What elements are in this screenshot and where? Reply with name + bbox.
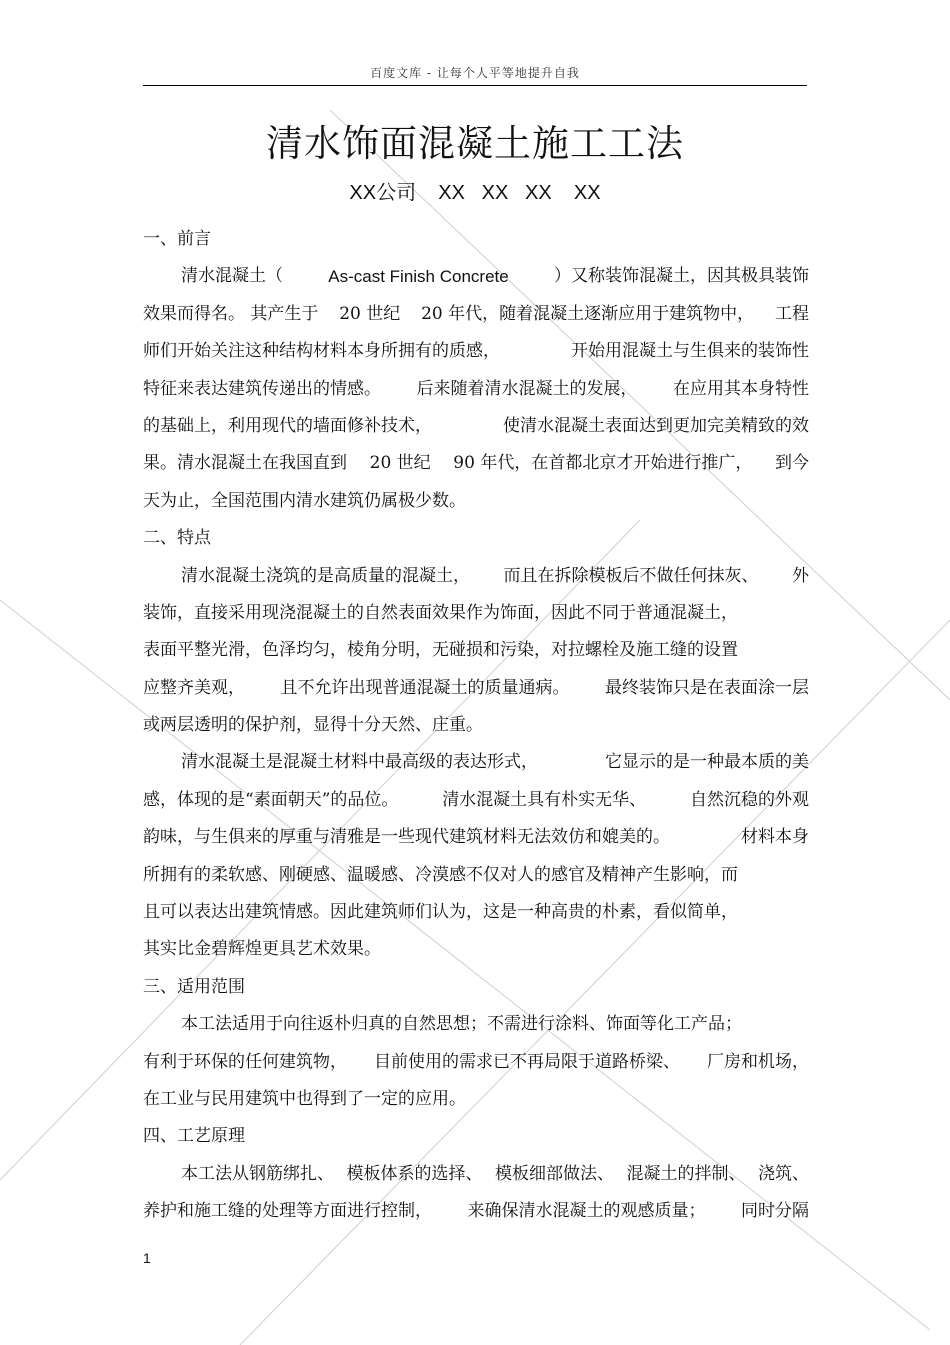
text-segment: 浇筑、 [758,1163,809,1184]
text-segment: 目前使用的需求已不再局限于道路桥梁、 [374,1051,680,1072]
text-segment: 开始用混凝土与生俱来的装饰性 [571,341,809,362]
document-title: 清水饰面混凝土施工工法 [266,122,684,165]
text-segment: 自然沉稳的外观 [689,789,809,810]
text-segment: 模板体系的选择、 [346,1163,483,1184]
text-segment: 来确保清水混凝土的观感质量； [467,1201,706,1222]
text-segment: 材料本身 [741,827,809,848]
text-segment: 后来随着清水混凝土的发展， [416,378,638,399]
paragraph-line [143,296,809,333]
text-segment: 20 年代，随着混凝土逐渐应用于建筑物中， [421,303,755,324]
paragraph-line [143,894,809,931]
text-segment: 同时分隔 [741,1201,809,1222]
paragraph-line [143,744,809,781]
text-segment: 模板细部做法、 [495,1163,614,1184]
paragraph-line [143,632,809,669]
text-segment: 且不允许出现普通混凝土的质量通病。 [280,677,570,698]
text-segment: 它显示的是一种最本质的美 [605,752,809,773]
text-segment: 到今 [774,453,809,474]
text-segment: 本工法从钢筋绑扎、 [181,1163,334,1184]
text-segment: 在应用其本身特性 [673,378,809,399]
paragraph-line [143,258,809,295]
text-segment: 混凝土的拌制、 [626,1163,746,1184]
paragraph-line [143,819,809,856]
text-segment: 厂房和机场， [707,1051,809,1072]
paragraph-line [143,782,809,819]
text-segment: 最终装饰只是在表面涂一层 [605,677,809,698]
text-segment: 且可以表达出建筑情感。因此建筑师们认为，这是一种高贵的朴素，看似简单， [143,902,738,923]
text-segment: 20 世纪 [339,303,401,324]
text-segment: 师们开始关注这种结构材料本身所拥有的质感， [143,341,500,362]
paragraph-line [143,371,809,408]
text-segment: 天为止，全国范围内清水建筑仍属极少数。 [143,490,466,511]
document-authors: XX公司 XX XX XX XX [349,182,601,204]
text-segment: 外 [792,565,809,586]
paragraph-line [143,670,809,707]
text-segment: 而且在拆除模板后不做任何抹灰、 [503,565,759,586]
text-segment: 清水混凝土是混凝土材料中最高级的表达形式， [181,752,538,773]
text-segment: 20 世纪 [369,453,431,474]
paragraph-line [143,333,809,370]
text-segment: 应整齐美观， [143,677,245,698]
text-segment: 感，体现的是“素面朝天”的品位。 [143,789,399,810]
paragraph-line [143,408,809,445]
text-segment: 韵味，与生俱来的厚重与清雅是一些现代建筑材料无法效仿和媲美的。 [143,827,670,848]
text-segment: 工程 [774,303,809,324]
text-segment: 有利于环保的任何建筑物， [143,1051,347,1072]
paragraph-line [143,1156,809,1193]
page-header: 百度文库 - 让每个人平等地提升自我 [370,66,580,80]
text-segment: 90 年代，在首都北京才开始进行推广， [453,453,753,474]
paragraph-line [143,707,809,744]
text-segment: 所拥有的柔软感、刚硬感、温暖感、冷漠感不仅对人的感官及精神产生影响，而 [143,864,738,885]
text-segment: 其实比金碧辉煌更具艺术效果。 [143,939,381,960]
paragraph-line [143,1044,809,1081]
paragraph-line [143,1006,809,1043]
text-segment: As-cast Finish Concrete [328,267,509,287]
text-segment: 清水混凝土（ [181,266,283,287]
text-segment: 清水混凝土浇筑的是高质量的混凝土， [181,565,470,586]
document-body [143,221,809,1231]
section-heading-principle: 四、工艺原理 [143,1126,245,1147]
paragraph-line [143,931,809,968]
paragraph-line [143,483,809,520]
text-segment: 特征来表达建筑传递出的情感。 [143,378,381,399]
header-rule [143,85,807,86]
section-heading-scope: 三、适用范围 [143,976,245,997]
section-heading-preface: 一、前言 [143,229,211,249]
text-segment: 本工法适用于向往返朴归真的自然思想；不需进行涂料、饰面等化工产品； [181,1014,742,1035]
text-segment: 的基础上，利用现代的墙面修补技术， [143,415,432,436]
text-segment: 清水混凝土具有朴实无华、 [442,789,647,810]
text-segment: 表面平整光滑，色泽均匀，棱角分明，无碰损和污染，对拉螺栓及施工缝的设置 [143,640,738,661]
paragraph-line [143,595,809,632]
text-segment: 养护和施工缝的处理等方面进行控制， [143,1201,432,1222]
text-segment: 或两层透明的保护剂，显得十分天然、庄重。 [143,715,483,736]
paragraph-line [143,445,809,482]
text-segment: 在工业与民用建筑中也得到了一定的应用。 [143,1088,466,1109]
text-segment: 装饰，直接采用现浇混凝土的自然表面效果作为饰面，因此不同于普通混凝土， [143,602,738,623]
paragraph-line [143,558,809,595]
page-number: 1 [143,1250,151,1266]
section-heading-features: 二、特点 [143,528,211,549]
text-segment: 果。清水混凝土在我国直到 [143,453,347,474]
text-segment: 使清水混凝土表面达到更加完美精致的效 [503,415,809,436]
paragraph-line [143,857,809,894]
text-segment: ）又称装饰混凝土，因其极具装饰 [553,266,809,287]
text-segment: 效果而得名。 其产生于 [143,303,319,324]
paragraph-line [143,1193,809,1230]
paragraph-line [143,1081,809,1118]
